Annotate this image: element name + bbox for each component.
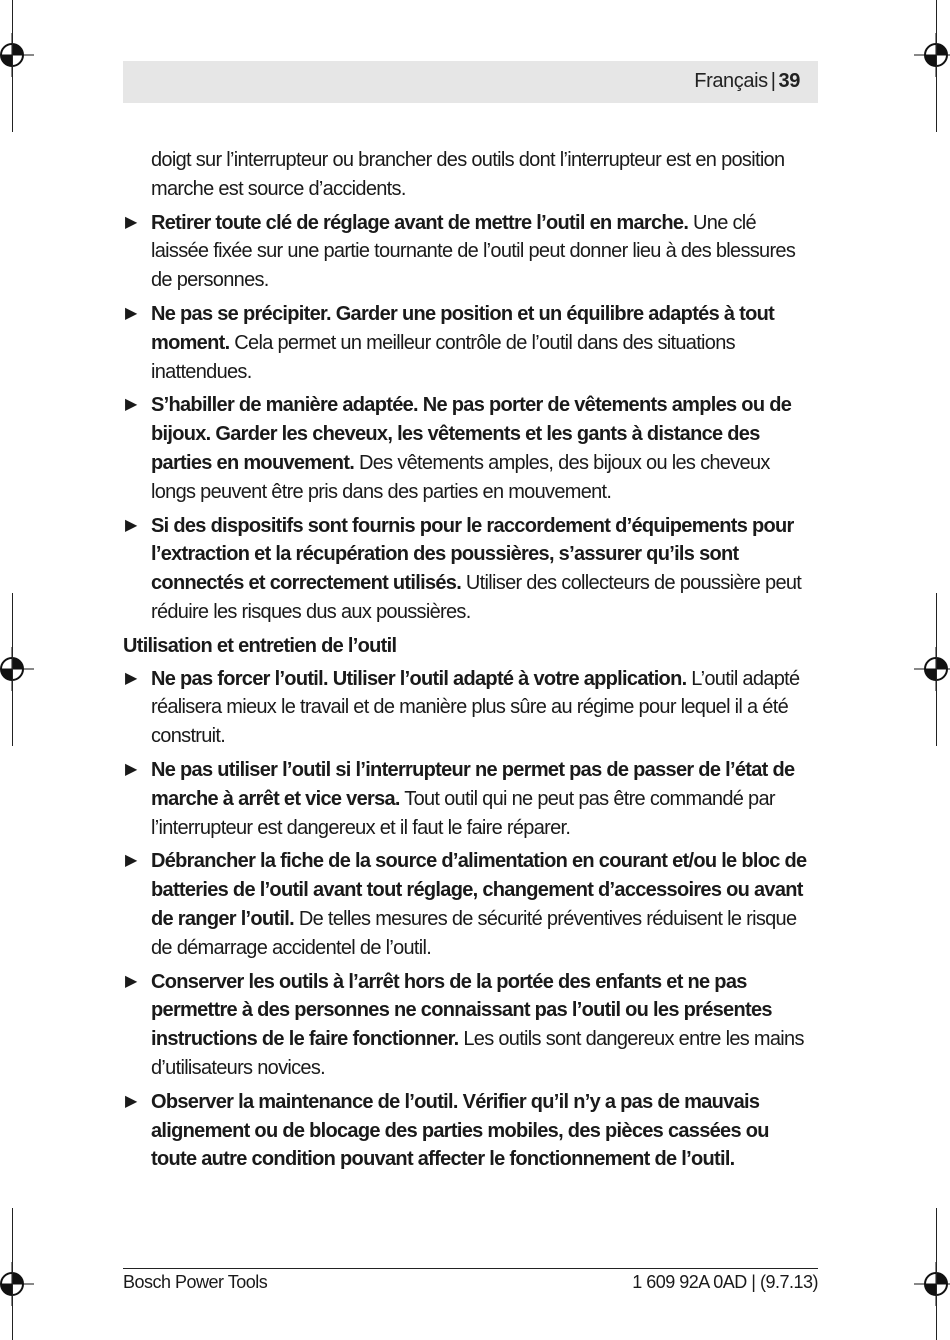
- list-item: [125, 1088, 818, 1174]
- triangle-bullet-icon: ▶: [125, 304, 137, 322]
- header-separator: |: [770, 70, 776, 92]
- item-normal-text: L’outil adapté réalisera mieux le travail et de manière plus sûre au régime pour lequel il a été construit.: [151, 667, 800, 748]
- document-body: [123, 146, 818, 1179]
- registration-mark-icon: [914, 1262, 950, 1306]
- list-item: [125, 391, 818, 506]
- item-bold-text: S’habiller de manière adaptée. Ne pas porter de vêtements amples ou de bijoux. Garder les cheveux, les vêtements et les gants à distance des parties en mouvement.: [151, 394, 792, 474]
- footer-document-code: 1 609 92A 0AD | (9.7.13): [632, 1272, 818, 1292]
- item-bold-text: Ne pas forcer l’outil. Utiliser l’outil adapté à votre application.: [151, 667, 687, 690]
- triangle-bullet-icon: ▶: [125, 516, 137, 534]
- item-normal-text: Cela permet un meilleur contrôle de l’outil dans des situations inattendues.: [151, 331, 735, 383]
- item-normal-text: Une clé laissée fixée sur une partie tournante de l’outil peut donner lieu à des blessures de personnes.: [151, 211, 796, 292]
- list-item: [125, 300, 818, 386]
- section-heading: Utilisation et entretien de l’outil: [123, 634, 397, 657]
- item-normal-text: Des vêtements amples, des bijoux ou les cheveux longs peuvent être pris dans des parties en mouvement.: [151, 451, 770, 503]
- triangle-bullet-icon: ▶: [125, 213, 137, 231]
- registration-mark-icon: [0, 647, 34, 691]
- page-header: [123, 61, 818, 103]
- header-language: Français: [694, 70, 768, 92]
- triangle-bullet-icon: ▶: [125, 396, 137, 414]
- footer-publisher: Bosch Power Tools: [123, 1272, 268, 1292]
- registration-mark-icon: [914, 33, 950, 77]
- registration-mark-icon: [0, 1262, 34, 1306]
- crop-line: [936, 1208, 937, 1340]
- list-item: [125, 847, 818, 962]
- crop-line: [936, 593, 937, 746]
- registration-mark-icon: [0, 33, 34, 77]
- item-bold-text: Si des dispositifs sont fournis pour le raccordement d’équipements pour l’extraction et la récupération des poussières, s’assurer qu’ils sont connectés et correctement utilisés.: [151, 514, 794, 595]
- footer-rule: [123, 1268, 818, 1269]
- header-label: [694, 70, 800, 93]
- item-normal-text: Utiliser des collecteurs de poussière peut réduire les risques dus aux poussières.: [151, 572, 802, 623]
- triangle-bullet-icon: ▶: [125, 760, 137, 778]
- crop-line: [12, 593, 13, 746]
- safety-list-part2: [123, 665, 818, 1175]
- intro-paragraph: doigt sur l’interrupteur ou brancher des outils dont l’interrupteur est en position marche est source d’accidents.: [151, 149, 785, 200]
- triangle-bullet-icon: ▶: [125, 852, 137, 870]
- page-number: 39: [778, 70, 800, 92]
- crop-line: [12, 1208, 13, 1340]
- item-normal-text: De telles mesures de sécurité préventives réduisent le risque de démarrage accidentel de l’outil.: [151, 907, 797, 959]
- list-item: [125, 665, 818, 751]
- item-bold-text: Ne pas utiliser l’outil si l’interrupteur ne permet pas de passer de l’état de marche à arrêt et vice versa.: [151, 758, 795, 810]
- item-bold-text: Ne pas se précipiter. Garder une position et un équilibre adaptés à tout moment.: [151, 302, 775, 354]
- registration-mark-icon: [914, 647, 950, 691]
- crop-line: [936, 0, 937, 132]
- list-item: [125, 756, 818, 842]
- item-normal-text: Tout outil qui ne peut pas être commandé par l’interrupteur est dangereux et il faut le faire réparer.: [151, 787, 775, 839]
- list-item: [125, 512, 818, 627]
- item-bold-text: Débrancher la fiche de la source d’alimentation en courant et/ou le bloc de batteries de l’outil avant tout réglage, changement d’accessoires ou avant de ranger l’outil.: [151, 850, 807, 930]
- item-bold-text: Observer la maintenance de l’outil. Vérifier qu’il n’y a pas de mauvais alignement ou de blocage des parties mobiles, des pièces cassées ou toute autre condition pouvant affecter le fonctionnement de l’outil.: [151, 1090, 769, 1171]
- item-bold-text: Conserver les outils à l’arrêt hors de la portée des enfants et ne pas permettre à des personnes ne connaissant pas l’outil ou les présentes instructions de le faire fonctionner.: [151, 970, 772, 1051]
- item-bold-text: Retirer toute clé de réglage avant de mettre l’outil en marche.: [151, 211, 689, 234]
- triangle-bullet-icon: ▶: [125, 1092, 137, 1110]
- crop-line: [12, 0, 13, 132]
- safety-list-part1: [123, 209, 818, 627]
- triangle-bullet-icon: ▶: [125, 972, 137, 990]
- triangle-bullet-icon: ▶: [125, 669, 137, 687]
- list-item: [125, 968, 818, 1083]
- list-item: [125, 209, 818, 295]
- item-normal-text: Les outils sont dangereux entre les mains d’utilisateurs novices.: [151, 1028, 804, 1079]
